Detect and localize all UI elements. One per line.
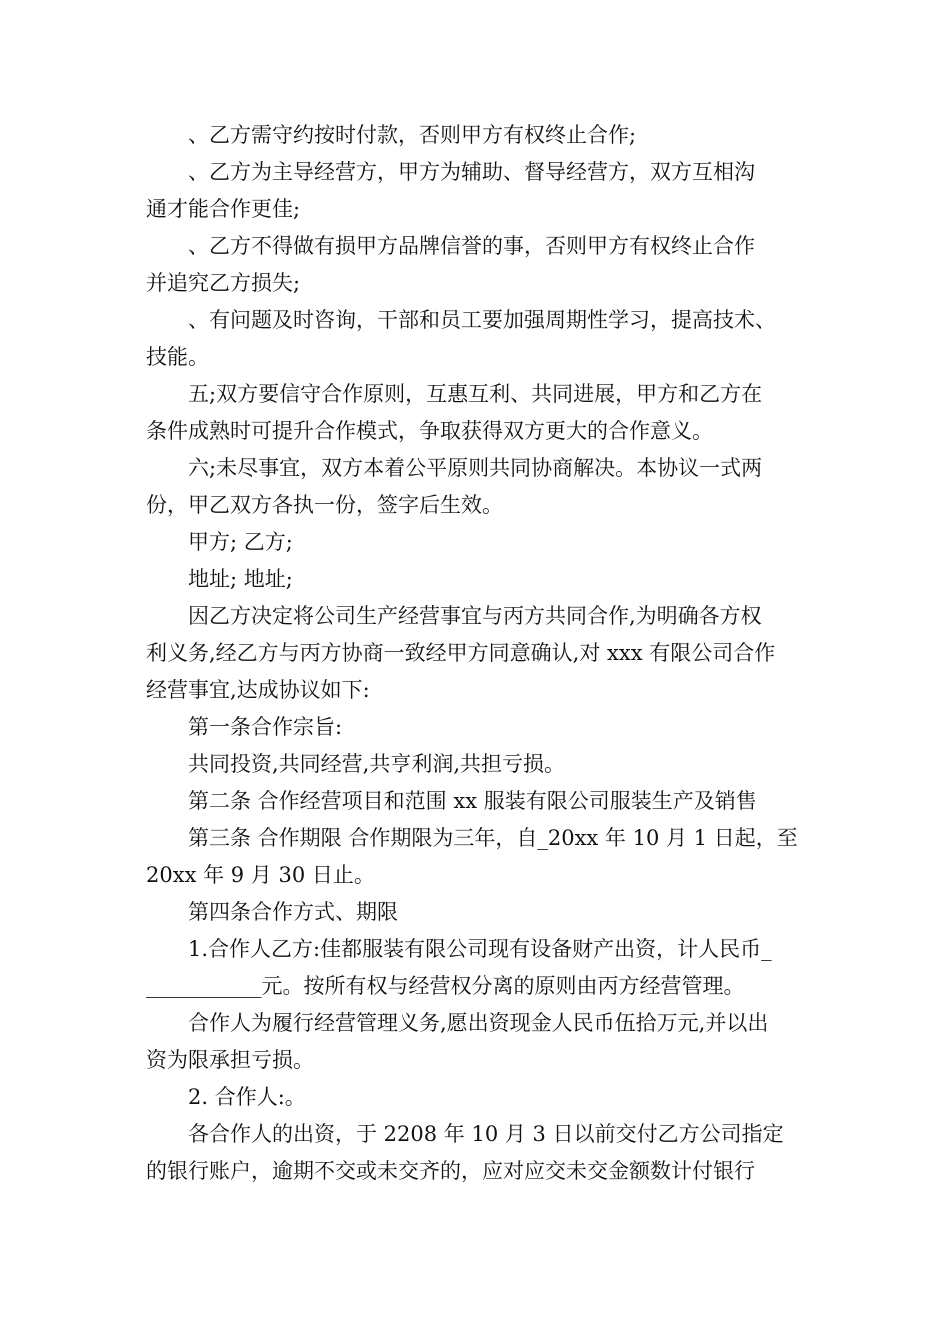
document-paragraph — [146, 820, 826, 894]
document-paragraph — [146, 1079, 826, 1116]
document-paragraph — [146, 709, 826, 746]
document-paragraph — [146, 450, 826, 524]
paragraph-line: 各合作人的出资，于 2208 年 10 月 3 日以前交付乙方公司指定 — [188, 1122, 784, 1146]
document-paragraph — [146, 376, 826, 450]
paragraph-line: 第一条合作宗旨: — [188, 715, 343, 739]
document-paragraph — [146, 931, 826, 1005]
document-paragraph — [146, 1005, 826, 1079]
document-paragraph — [146, 302, 826, 376]
paragraph-line: 第三条 合作期限 合作期限为三年，自_20xx 年 10 月 1 日起，至 — [188, 826, 798, 850]
document-paragraph — [146, 746, 826, 783]
paragraph-line: 五;双方要信守合作原则，互惠互利、共同进展，甲方和乙方在 — [188, 382, 763, 406]
document-paragraph — [146, 154, 826, 228]
document-paragraph — [146, 598, 826, 709]
document-paragraph — [146, 1116, 826, 1190]
paragraph-line: 份，甲乙双方各执一份，签字后生效。 — [146, 493, 503, 517]
paragraph-line: 第四条合作方式、期限 — [188, 900, 398, 924]
paragraph-line: 地址; 地址; — [188, 567, 293, 591]
paragraph-line: 甲方; 乙方; — [188, 530, 293, 554]
paragraph-line: 六;未尽事宜，双方本着公平原则共同协商解决。本协议一式两 — [188, 456, 763, 480]
paragraph-line: 、乙方不得做有损甲方品牌信誉的事，否则甲方有权终止合作 — [188, 234, 755, 258]
paragraph-line: 并追究乙方损失; — [146, 271, 301, 295]
paragraph-line: 2. 合作人:。 — [188, 1085, 306, 1109]
paragraph-line: 利义务,经乙方与丙方协商一致经甲方同意确认,对 xxx 有限公司合作 — [146, 641, 776, 665]
paragraph-line: 20xx 年 9 月 30 日止。 — [146, 863, 375, 887]
paragraph-line: 资为限承担亏损。 — [146, 1048, 314, 1072]
paragraph-line: 技能。 — [146, 345, 209, 369]
document-paragraph — [146, 783, 826, 820]
document-paragraph — [146, 117, 826, 154]
paragraph-line: 第二条 合作经营项目和范围 xx 服装有限公司服装生产及销售 — [188, 789, 757, 813]
paragraph-line: 、有问题及时咨询，干部和员工要加强周期性学习，提高技术、 — [188, 308, 776, 332]
document-paragraph — [146, 561, 826, 598]
document-paragraph — [146, 894, 826, 931]
paragraph-line: 因乙方决定将公司生产经营事宜与丙方共同合作,为明确各方权 — [188, 604, 762, 628]
paragraph-line: 、乙方需守约按时付款，否则甲方有权终止合作; — [188, 123, 637, 147]
paragraph-line: 的银行账户，逾期不交或未交齐的，应对应交未交金额数计付银行 — [146, 1159, 755, 1183]
paragraph-line: 共同投资,共同经营,共亨利润,共担亏损。 — [188, 752, 566, 776]
document-body — [146, 117, 826, 1190]
paragraph-line: 通才能合作更佳; — [146, 197, 301, 221]
paragraph-line: 1.合作人乙方:佳都服装有限公司现有设备财产出资，计人民币_ — [188, 937, 772, 961]
paragraph-line: 、乙方为主导经营方，甲方为辅助、督导经营方，双方互相沟 — [188, 160, 755, 184]
document-paragraph — [146, 228, 826, 302]
document-paragraph — [146, 524, 826, 561]
paragraph-line: 经营事宜,达成协议如下: — [146, 678, 370, 702]
paragraph-line: 合作人为履行经营管理义务,愿出资现金人民币伍拾万元,并以出 — [188, 1011, 769, 1035]
paragraph-line: ___________元。按所有权与经营权分离的原则由丙方经营管理。 — [146, 974, 745, 998]
paragraph-line: 条件成熟时可提升合作模式，争取获得双方更大的合作意义。 — [146, 419, 713, 443]
